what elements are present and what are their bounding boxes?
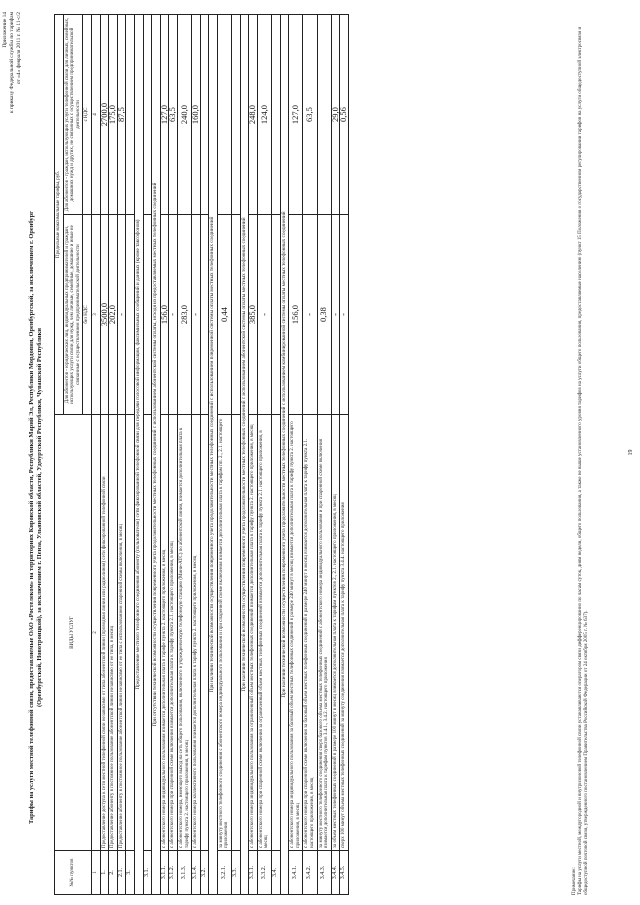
page-number: 19 [628,449,634,456]
row-number: 3.4.5. [340,851,349,895]
table-row [257,15,271,895]
tariff-table [54,14,349,895]
row-tariff-legal: 156,0 [160,215,169,415]
table-row [109,15,118,895]
row-number: 3.4.2. [303,851,317,895]
row-number: 3.2.1. [217,851,231,895]
row-tariff-citizens [143,15,152,215]
row-tariff-legal: 283,0 [177,215,191,415]
row-number: 3.4.4. [331,851,340,895]
row-number: 3.3. [232,851,241,895]
row-tariff-legal: - [340,215,349,415]
row-tariff-citizens: 124,0 [257,15,271,215]
table-row [249,15,258,895]
table-row [217,15,231,895]
col-number-2: 2 [91,415,100,851]
row-number: 3.3.1. [249,851,258,895]
row-tariff-legal: - [331,215,340,415]
row-service: с абонентского номера при спаренной схеме включения за базовый объем местных телефонных соединений в размере 240 минут в месяц взимается дополнительная плата к тарифу пункта 2.1. настоящего приложения, в месяц [303,415,317,851]
row-tariff-citizens: 127,0 [289,15,303,215]
row-tariff-legal [143,215,152,415]
row-service: сверх 100 минут объема местных телефонных соединений за минуту соединения взимается дополнительная плата к тарифу пункта 3.4.4. настоящего приложения [340,415,349,851]
col-header-vat-citizens: с НДС [83,15,92,215]
row-tariff-citizens: 29,0 [331,15,340,215]
table-row [200,15,209,895]
row-tariff-legal: 0,44 [217,215,231,415]
row-number: 3.4.3. [317,851,331,895]
row-tariff-citizens [217,15,231,215]
table-row [331,15,340,895]
row-tariff-legal: - [257,215,271,415]
row-number: 3.3.2. [257,851,271,895]
table-row [126,15,135,895]
table-row [289,15,303,895]
row-tariff-citizens: 240,0 [177,15,191,215]
row-service: Предоставление доступа к сети местной телефонной связи независимо от типа абонентской линии (проводная линия или радиолиния) сети фиксированной телефонной связи [100,415,109,851]
row-number: 3.2. [200,851,209,895]
table-row [169,15,178,895]
table-row [232,15,241,895]
row-number: 3.1.3. [177,851,191,895]
table-row [100,15,109,895]
row-number: 3.1. [143,851,152,895]
row-number: 2.1. [117,851,126,895]
row-tariff-citizens [126,15,135,215]
section-row [152,15,161,895]
notes-text: Тарифы на услуги местной, междугородной и внутризоновой телефонной связи устанавливаются оператором связи дифференцированно по часам суток, дням недели, общего пользования, а также не выше установленного уровня тарифов на услуги общего пользования, предоставляемые населению (пункт 15 Положения о государственном регулировании тарифов на услуги общедоступной электросвязи и общедоступной почтовой связи, утвержденного постановлением Правительства Российской Федерации от 24 октября 2005 г. № 637). [578,26,589,895]
row-service [272,415,281,851]
row-tariff-citizens [200,15,209,215]
table-row [143,15,152,895]
row-number: 3. [126,851,135,895]
col-header-service: ВИДЫ УСЛУГ [55,415,92,851]
section-heading: Предоставление местного телефонного соединения абоненту (пользователю) сети фиксированной телефонной связи для передачи голосовой информации, факсимильных сообщений и данных (кроме таксофонов) [134,15,143,895]
row-number: 3.1.2. [169,851,178,895]
row-service: с абонентского номера при спаренной схеме включения за ограниченный объем местных телефонных соединений взимается дополнительная плата к тарифу пункта 2.1. настоящего приложения, в месяц [257,415,271,851]
section-row [240,15,249,895]
row-tariff-legal: 0,38 [317,215,331,415]
row-tariff-citizens: 63,5 [169,15,178,215]
section-row [209,15,218,895]
row-tariff-citizens: 0,56 [340,15,349,215]
table-row [117,15,126,895]
table-row [192,15,201,895]
section-heading: При наличии технической возможности осуществления повременного учета продолжительности местных телефонных соединений с использованием комбинированной системы оплаты местных телефонных соединений [280,15,289,895]
section-heading: При наличии технической возможности осуществления повременного учета продолжительности местных телефонных соединений с использованием повременной системы оплаты местных телефонных соединений [209,15,218,895]
row-tariff-citizens: 127,0 [160,15,169,215]
order-reference: к приказу Федеральной службы по тарифам [9,12,15,113]
row-service [126,415,135,851]
row-service: с абонентского номера при спаренной схеме включения взимается дополнительная плата к тарифу пункта 2.1. настоящего приложения, в месяц [169,415,178,851]
row-service: с абонентского номера индивидуального пользования взимается дополнительная плата в тарифе пункта 2. настоящего приложения, в месяц [160,415,169,851]
row-tariff-legal [272,215,281,415]
row-service: за минуту местного телефонного соединения сверх базового объема местных телефонных соединений с абонентского номера индивидуального пользования и при спаренной схеме включения взимается дополнительная плата к тарифам пунктов 3.4.1., 3.4.2. настоящего приложения [317,415,331,851]
section-row [134,15,143,895]
row-tariff-citizens: 87,5 [117,15,126,215]
col-number-3: 3 [91,215,100,415]
col-header-citizens: Для абонентов - граждан, использующих услуги телефонной связи для личных, семейных, домашних нужд и других, не связанных с осуществлением предпринимательской деятельности [63,15,83,215]
row-service: за объем местных телефонных соединений в размере 100 минут в месяц взимается дополнительная плата к тарифам пунктов 2., 2.1. настоящего приложения, в месяц [331,415,340,851]
row-service: с абонентского номера индивидуального пользования за базовый объем местных телефонных соединений в размере 240 минут в месяц взимается дополнительная плата к тарифу пункта 2. настоящего приложения, в месяц [289,415,303,851]
row-number: 3.4.1. [289,851,303,895]
table-row [272,15,281,895]
row-service: с абонентского номера, имеющего выход на сеть общего пользования, включенного в учрежденческую телефонную станцию (Мини-АТС) по абонентской линии, взимается дополнительная плата к тарифу пункта 2. настоящего приложения, в месяц [177,415,191,851]
row-service: Предоставление абоненту в постоянное пользование абонентской линии независимо от ее типа с использованием спаренной схемы включения, в месяц [117,415,126,851]
row-number: 3.1.4. [192,851,201,895]
table-row [177,15,191,895]
row-service [200,415,209,851]
section-heading: При отсутствии технической возможности осуществления повременного учета продолжительности местных телефонных соединений с использованием абонентской системы оплаты, исходя из предоставляемых местных телефонных соединений [152,15,161,895]
row-tariff-citizens: 160,0 [192,15,201,215]
tariff-table-body [100,15,348,895]
appendix-label: Приложение 14 [2,12,8,48]
appendix-header [2,12,23,182]
table-row [340,15,349,895]
section-heading: При наличии технической возможности осуществления повременного учета продолжительности местных телефонных соединений с использованием абонентской системы оплаты местных телефонных соединений [240,15,249,895]
row-tariff-legal [232,215,241,415]
order-date: от «4» февраля 2011 г. № 11-с/2 [16,12,22,85]
row-service: Предоставление абоненту в постоянное пользование абонентской линии независимо от ее типа, в месяц [109,415,118,851]
col-number-1: 1 [91,851,100,895]
row-tariff-legal: 3500,0 [100,215,109,415]
row-number: 1. [100,851,109,895]
notes-label: Примечание: [572,867,577,895]
row-tariff-legal [200,215,209,415]
row-tariff-legal [126,215,135,415]
row-tariff-citizens: 2700,0 [100,15,109,215]
row-tariff-citizens [232,15,241,215]
col-header-legal: Для абонентов - юридических лиц, индивидуальных предпринимателей и граждан, использующих услуги связи для нужд, чем личные, семейные, домашние и иные не связанные с осуществлением предпринимательской деятельности [63,215,83,415]
row-service: за минуту местного телефонного соединения с абонентского номера индивидуального пользования и при спаренной схеме включения взимается дополнительная плата к тарифам пп. 2., 2.1. настоящего приложения [217,415,231,851]
row-tariff-legal: 385,0 [249,215,258,415]
row-tariff-legal: - [169,215,178,415]
row-tariff-citizens: 175,0 [109,15,118,215]
row-tariff-legal: - [117,215,126,415]
row-number: 3.4. [272,851,281,895]
row-tariff-legal: - [303,215,317,415]
col-header-vat-legal: без НДС [83,215,92,415]
row-tariff-legal: 202,0 [109,215,118,415]
col-header-num: №№ пунктов [55,851,92,895]
row-service: с абонентского номера коллективного пользования взимается дополнительная плата к тарифу пункта 2. настоящего приложения, в месяц [192,415,201,851]
col-header-group: Предельные максимальные тарифы, руб. [55,15,64,415]
section-row [280,15,289,895]
row-service: с абонентского номера индивидуального пользования за ограниченный объем местных телефонных соединений взимается дополнительная плата к тарифу пункта 2. настоящего приложения, в месяц [249,415,258,851]
col-number-4: 4 [91,15,100,215]
table-row [317,15,331,895]
document-title: Тарифы на услуги местной телефонной связи, предоставляемые ОАО «Ростелеком» на территориях Кировской области, Республики Марий Эл, Республики Мордовия, Оренбургской, за исключением г. Оренбург (Оренбургской, Новотроицкой), за исключением г. Пенза, Ульяновской областей, Удмуртской Республики, Чувашской Республики [28,210,43,825]
row-tariff-citizens: 248,0 [249,15,258,215]
row-tariff-legal: 156,0 [289,215,303,415]
row-number: 2. [109,851,118,895]
row-number: 3.1.1. [160,851,169,895]
row-tariff-legal: - [192,215,201,415]
row-service [232,415,241,851]
notes [572,12,590,895]
row-tariff-citizens: 63,5 [303,15,317,215]
table-row [160,15,169,895]
table-row [303,15,317,895]
row-tariff-citizens [272,15,281,215]
row-service [143,415,152,851]
